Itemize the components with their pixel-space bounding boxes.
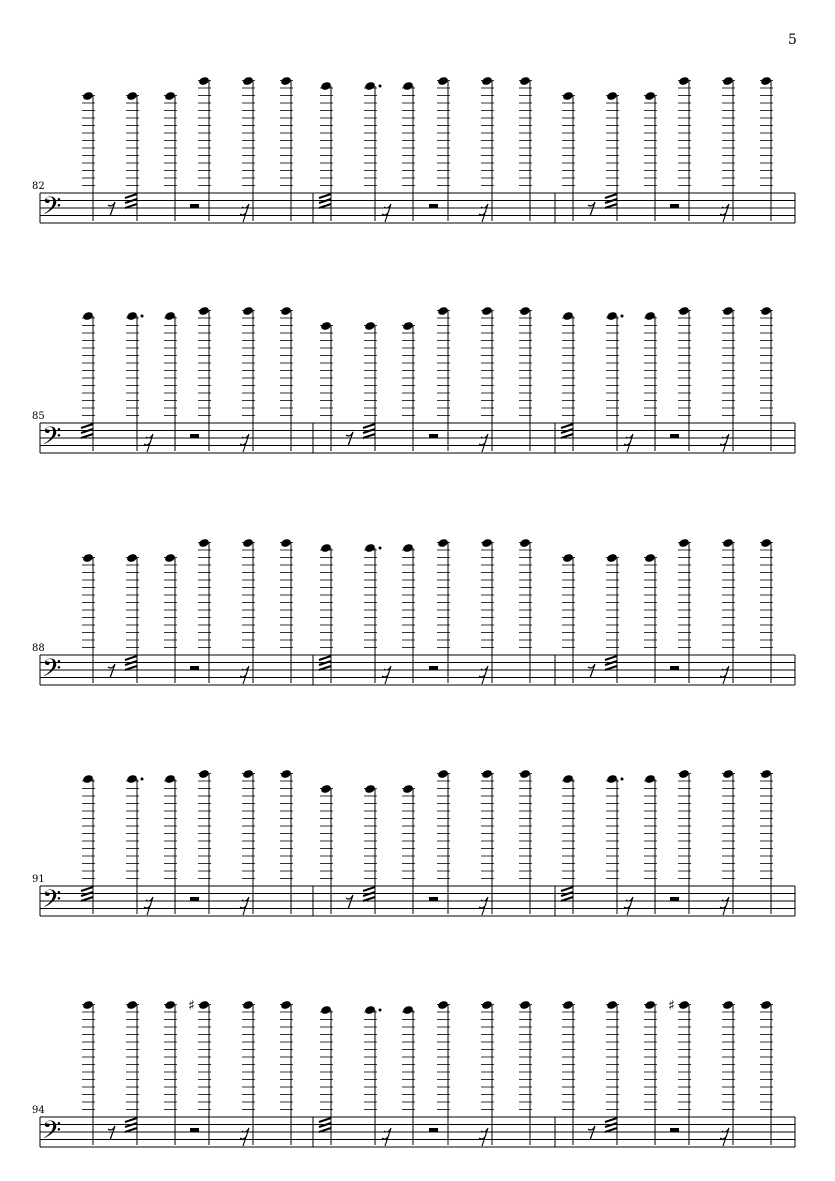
notehead [644,1000,656,1010]
sixteenth-rest [479,1128,488,1146]
augmentation-dot [379,547,382,550]
tremolo-stroke [125,199,137,203]
notehead [198,538,210,548]
notehead [320,1005,332,1015]
notehead [280,769,292,779]
notehead [242,76,254,86]
sixteenth-rest [720,666,729,684]
notehead [242,1000,254,1010]
tremolo-stroke [125,666,137,670]
eighth-rest [588,202,595,216]
tremolo-stroke [605,1118,617,1122]
notehead [722,1000,734,1010]
eighth-rest [588,664,595,678]
tremolo-stroke [561,434,573,438]
tremolo-stroke [319,199,331,203]
whole-rest [190,434,199,438]
notehead [164,553,176,563]
sixteenth-rest [720,897,729,915]
tremolo-stroke [81,892,93,896]
tremolo-stroke [605,661,617,665]
tremolo-stroke [605,1128,617,1132]
whole-rest [190,1128,199,1132]
notehead [644,311,656,321]
notehead [760,306,772,316]
eighth-rest [108,664,115,678]
tremolo-stroke [363,892,375,896]
tremolo-stroke [319,204,331,208]
tremolo-stroke [605,666,617,670]
notehead [280,306,292,316]
notehead [320,543,332,553]
notehead [402,321,414,331]
notehead [519,1000,531,1010]
tremolo-stroke [125,204,137,208]
sixteenth-rest [144,897,153,915]
tremolo-stroke [561,897,573,901]
bass-clef-icon: 𝄢 [42,1116,62,1151]
notehead [562,774,574,784]
tremolo-stroke [363,897,375,901]
sixteenth-rest [720,1128,729,1146]
notehead [437,306,449,316]
notehead [198,306,210,316]
notehead [364,784,376,794]
notehead [562,91,574,101]
whole-rest [190,204,199,208]
tremolo-stroke [319,1128,331,1132]
tremolo-stroke [605,194,617,198]
notehead [606,311,618,321]
notehead [519,76,531,86]
tremolo-stroke [319,666,331,670]
sixteenth-rest [240,897,249,915]
whole-rest [670,434,679,438]
sixteenth-rest [479,666,488,684]
notehead [678,769,690,779]
tremolo-stroke [81,434,93,438]
sixteenth-rest [624,897,633,915]
tremolo-stroke [319,661,331,665]
notehead [164,1000,176,1010]
notehead [320,784,332,794]
tremolo-stroke [605,199,617,203]
tremolo-stroke [561,887,573,891]
whole-rest [429,434,438,438]
notehead [481,769,493,779]
bass-clef-icon: 𝄢 [42,192,62,227]
bass-clef-icon: 𝄢 [42,654,62,689]
whole-rest [670,666,679,670]
notehead [437,769,449,779]
tremolo-stroke [561,424,573,428]
tremolo-stroke [125,656,137,660]
tremolo-stroke [81,897,93,901]
tremolo-stroke [81,424,93,428]
tremolo-stroke [125,194,137,198]
notehead [126,553,138,563]
measure-number: 85 [32,411,45,422]
notehead [242,769,254,779]
eighth-rest [108,202,115,216]
eighth-rest [108,1126,115,1140]
notehead [722,538,734,548]
eighth-rest [346,895,353,909]
staff-system-4 [32,769,795,920]
notehead [242,538,254,548]
notehead [722,76,734,86]
tremolo-stroke [363,887,375,891]
notehead [126,91,138,101]
bass-clef-icon: 𝄢 [42,422,62,457]
sixteenth-rest [240,1128,249,1146]
notehead [402,81,414,91]
notehead [82,1000,94,1010]
eighth-rest [346,432,353,446]
tremolo-stroke [605,204,617,208]
whole-rest [429,666,438,670]
notehead [678,76,690,86]
notehead [198,1000,210,1010]
sixteenth-rest [479,897,488,915]
notehead [481,76,493,86]
measure-number: 82 [32,181,45,192]
notehead [760,1000,772,1010]
notehead [320,321,332,331]
notehead [126,1000,138,1010]
notehead [722,769,734,779]
whole-rest [429,204,438,208]
tremolo-stroke [363,429,375,433]
whole-rest [670,204,679,208]
notehead [126,311,138,321]
tremolo-stroke [363,424,375,428]
notehead [644,553,656,563]
bass-clef-icon: 𝄢 [42,885,62,920]
staff-system-1 [32,76,795,227]
notehead [242,306,254,316]
tremolo-stroke [363,434,375,438]
sixteenth-rest [382,1128,391,1146]
augmentation-dot [379,1009,382,1012]
tremolo-stroke [605,1123,617,1127]
measure-number: 91 [32,874,45,885]
whole-rest [190,897,199,901]
notehead [678,538,690,548]
tremolo-stroke [319,1118,331,1122]
tremolo-stroke [319,1123,331,1127]
whole-rest [670,1128,679,1132]
tremolo-stroke [125,1118,137,1122]
tremolo-stroke [125,1128,137,1132]
notehead [364,1005,376,1015]
sixteenth-rest [720,204,729,222]
sixteenth-rest [382,204,391,222]
notehead [82,553,94,563]
notehead [82,774,94,784]
sixteenth-rest [240,666,249,684]
measure-number: 88 [32,643,45,654]
notehead [82,311,94,321]
whole-rest [670,897,679,901]
notehead [760,76,772,86]
staff-system-5 [32,998,795,1151]
notehead [519,769,531,779]
sharp-icon: ♯ [188,998,195,1014]
notehead [280,1000,292,1010]
notehead [198,769,210,779]
whole-rest [190,666,199,670]
notehead [644,774,656,784]
tremolo-stroke [81,429,93,433]
notehead [606,553,618,563]
notehead [437,538,449,548]
notehead [126,774,138,784]
sixteenth-rest [382,666,391,684]
notehead [606,91,618,101]
notehead [722,306,734,316]
notehead [164,311,176,321]
tremolo-stroke [319,656,331,660]
augmentation-dot [141,315,144,318]
notehead [364,543,376,553]
augmentation-dot [141,778,144,781]
notehead [678,306,690,316]
notehead [364,81,376,91]
tremolo-stroke [125,1123,137,1127]
tremolo-stroke [81,887,93,891]
tremolo-stroke [319,194,331,198]
notehead [402,543,414,553]
notehead [164,91,176,101]
notehead [82,91,94,101]
notehead [437,1000,449,1010]
notehead [606,1000,618,1010]
notehead [760,538,772,548]
sixteenth-rest [624,434,633,452]
augmentation-dot [621,778,624,781]
tremolo-stroke [605,656,617,660]
notehead [320,81,332,91]
tremolo-stroke [561,892,573,896]
augmentation-dot [379,85,382,88]
notehead [280,538,292,548]
notehead [760,769,772,779]
tremolo-stroke [561,429,573,433]
whole-rest [429,897,438,901]
sixteenth-rest [720,434,729,452]
notehead [606,774,618,784]
notehead [402,784,414,794]
notehead [562,1000,574,1010]
notehead [364,321,376,331]
notehead [562,553,574,563]
notehead [678,1000,690,1010]
sixteenth-rest [240,204,249,222]
sixteenth-rest [479,204,488,222]
notehead [164,774,176,784]
notehead [402,1005,414,1015]
staff-system-2 [32,306,795,457]
eighth-rest [588,1126,595,1140]
measure-number: 94 [32,1105,45,1116]
page-number: 5 [788,32,797,48]
notehead [644,91,656,101]
notehead [437,76,449,86]
sixteenth-rest [479,434,488,452]
tremolo-stroke [125,661,137,665]
notehead [481,1000,493,1010]
whole-rest [429,1128,438,1132]
notehead [481,538,493,548]
sixteenth-rest [240,434,249,452]
notehead [519,538,531,548]
augmentation-dot [621,315,624,318]
notehead [519,306,531,316]
notehead [198,76,210,86]
staff-system-3 [32,538,795,689]
notehead [280,76,292,86]
notehead [562,311,574,321]
notehead [481,306,493,316]
sixteenth-rest [144,434,153,452]
sharp-icon: ♯ [668,998,675,1014]
